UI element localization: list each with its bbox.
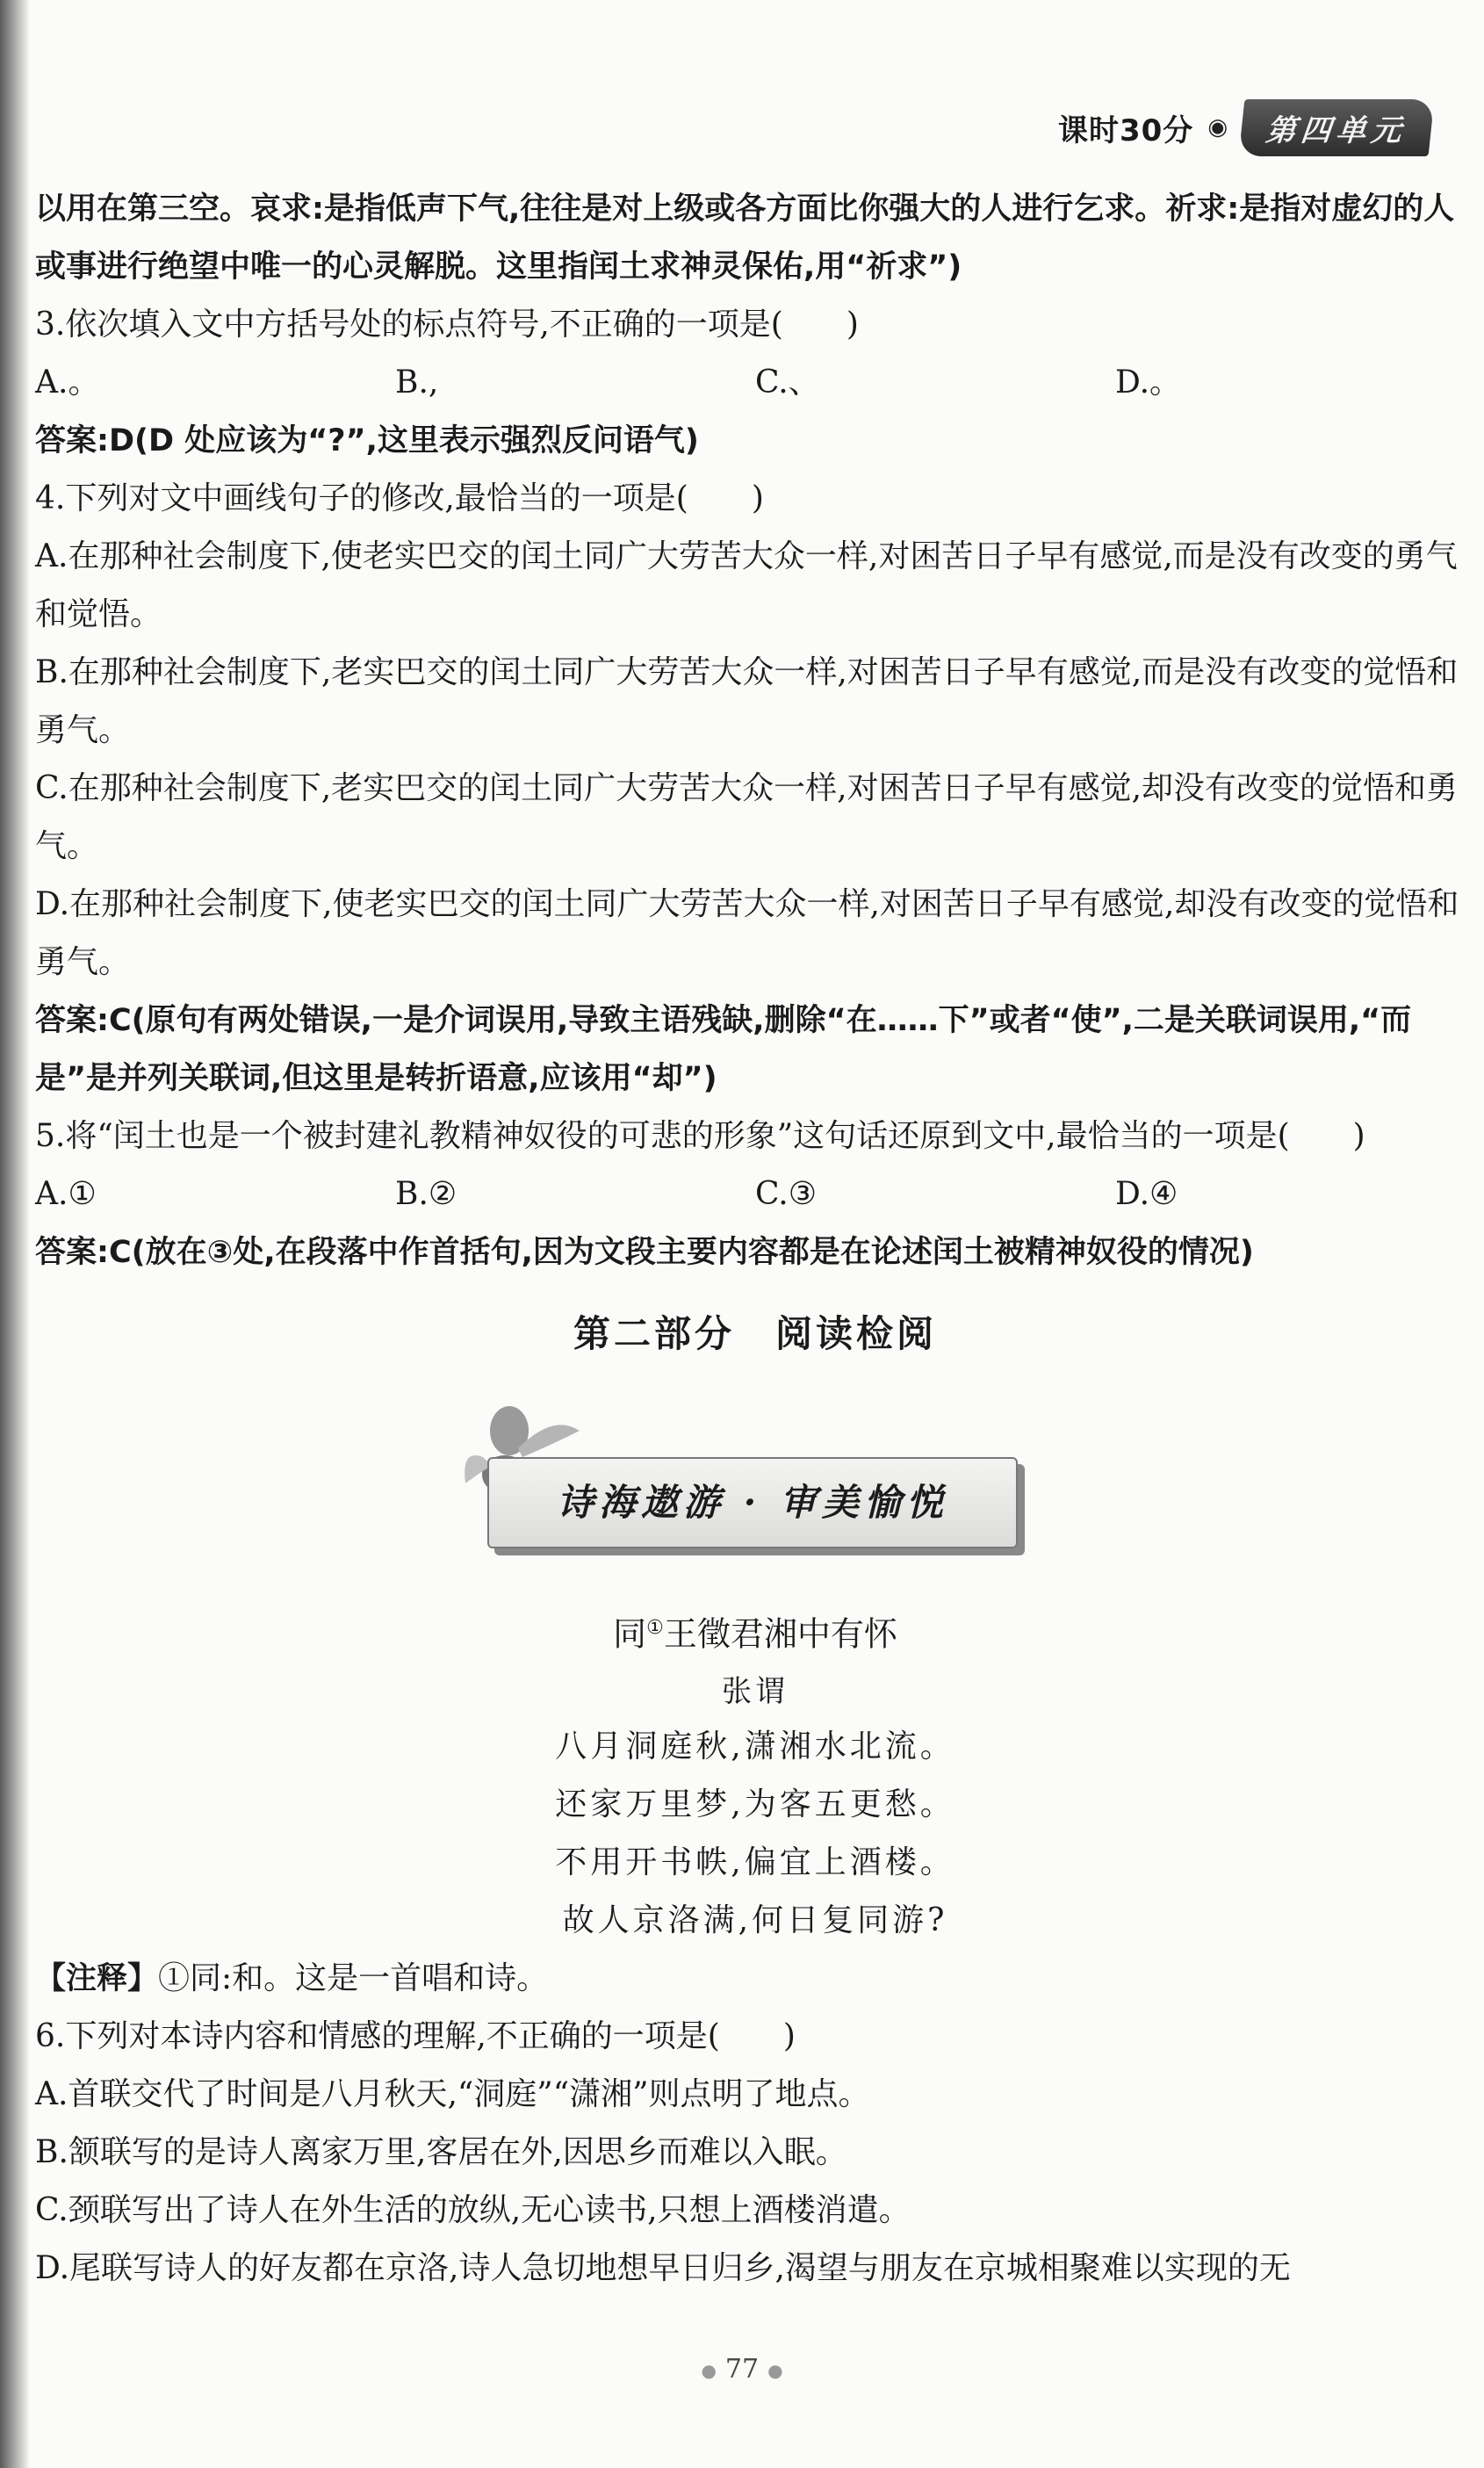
section-title: 第二部分 阅读检阅 — [573, 1312, 937, 1355]
question-4-answer: 答案:C(原句有两处错误,一是介词误用,导致主语残缺,删除“在……下”或者“使”,二是关联词误用,“而是”是并列关联词,但这里是转折语意,应该用“却”) — [35, 1003, 1412, 1096]
q4-option-a: A.在那种社会制度下,使老实巴交的闰土同广大劳苦大众一样,对困苦日子早有感觉,而是没有改变的勇气和觉悟。 — [35, 538, 1458, 632]
page-number-dot-icon: ● — [767, 2360, 783, 2381]
q5-option-d: D.④ — [1115, 1176, 1178, 1212]
poem-title — [35, 1598, 1475, 1665]
question-3-answer: 答案:D(D 处应该为“?”,这里表示强烈反问语气) — [35, 423, 699, 458]
q4-option-b: B.在那种社会制度下,老实巴交的闰土同广大劳苦大众一样,对困苦日子早有感觉,而是没有改变的觉悟和勇气。 — [35, 654, 1459, 748]
poem-title-note-mark: ① — [646, 1617, 664, 1639]
poem-title-prefix: 同 — [613, 1614, 647, 1654]
annotation — [35, 1950, 1475, 2008]
q3-option-d: D.。 — [1115, 364, 1182, 401]
question-5-options — [35, 1165, 1475, 1223]
page-number-dot-icon: ● — [701, 2360, 717, 2381]
poem-line: 故人京洛满,何日复同游? — [562, 1902, 948, 1938]
page-header — [1058, 97, 1431, 158]
q6-option-b: B.颔联写的是诗人离家万里,客居在外,因思乡而难以入眠。 — [35, 2133, 847, 2170]
poem-author: 张谓 — [722, 1673, 789, 1709]
q3-option-c: C.、 — [755, 364, 820, 401]
page-content — [35, 180, 1475, 2298]
q3-option-b: B., — [395, 364, 439, 401]
unit-badge: 第四单元 — [1239, 99, 1435, 156]
q5-option-b: B.② — [395, 1176, 457, 1212]
banner-area — [35, 1387, 1475, 1589]
poem-line: 不用开书帙,偏宜上酒楼。 — [555, 1844, 955, 1880]
q3-option-a: A.。 — [35, 364, 100, 401]
q6-option-c: C.颈联写出了诗人在外生活的放纵,无心读书,只想上酒楼消遣。 — [35, 2191, 911, 2228]
page-number — [0, 2354, 1484, 2385]
q4-option-c: C.在那种社会制度下,老实巴交的闰土同广大劳苦大众一样,对困苦日子早有感觉,却没有改变的觉悟和勇气。 — [35, 770, 1459, 864]
question-3-stem: 3.依次填入文中方括号处的标点符号,不正确的一项是( ) — [35, 307, 859, 343]
q4-option-d: D.在那种社会制度下,使老实巴交的闰土同广大劳苦大众一样,对困苦日子早有感觉,却没有改变的觉悟和勇气。 — [35, 886, 1459, 980]
section-banner: 诗海遨游 · 审美愉悦 — [487, 1457, 1018, 1548]
lesson-time-label: 课时30分 — [1057, 112, 1194, 148]
poem-title-rest: 王徵君湘中有怀 — [663, 1614, 897, 1654]
poem-block — [35, 1598, 1475, 1950]
question-6-stem: 6.下列对本诗内容和情感的理解,不正确的一项是( ) — [35, 2017, 796, 2054]
annotation-text: ①同:和。这是一首唱和诗。 — [158, 1959, 549, 1996]
question-5-answer: 答案:C(放在③处,在段落中作首括句,因为文段主要内容都是在论述闰土被精神奴役的情况) — [35, 1235, 1254, 1270]
poem-line: 八月洞庭秋,潇湘水北流。 — [555, 1728, 955, 1764]
q6-option-d: D.尾联写诗人的好友都在京洛,诗人急切地想早日归乡,渴望与朋友在京城相聚难以实现的无 — [35, 2249, 1291, 2286]
q6-option-a: A.首联交代了时间是八月秋天,“洞庭”“潇湘”则点明了地点。 — [35, 2075, 870, 2112]
poem-line: 还家万里梦,为客五更愁。 — [555, 1786, 955, 1822]
header-bullet-icon: ◉ — [1207, 114, 1228, 141]
question-4-stem: 4.下列对文中画线句子的修改,最恰当的一项是( ) — [35, 480, 764, 516]
q5-option-a: A.① — [35, 1176, 97, 1212]
answer-continuation: 以用在第三空。哀求:是指低声下气,往往是对上级或各方面比你强大的人进行乞求。祈求:是指对虚幻的人或事进行绝望中唯一的心灵解脱。这里指闰土求神灵保佑,用“祈求”) — [35, 191, 1455, 285]
question-3-options — [35, 354, 1475, 412]
page-number-value: 77 — [724, 2354, 760, 2385]
annotation-label: 【注释】 — [35, 1960, 159, 1996]
question-5-stem: 5.将“闰土也是一个被封建礼教精神奴役的可悲的形象”这句话还原到文中,最恰当的一项是( ) — [35, 1118, 1365, 1154]
q5-option-c: C.③ — [755, 1176, 817, 1212]
